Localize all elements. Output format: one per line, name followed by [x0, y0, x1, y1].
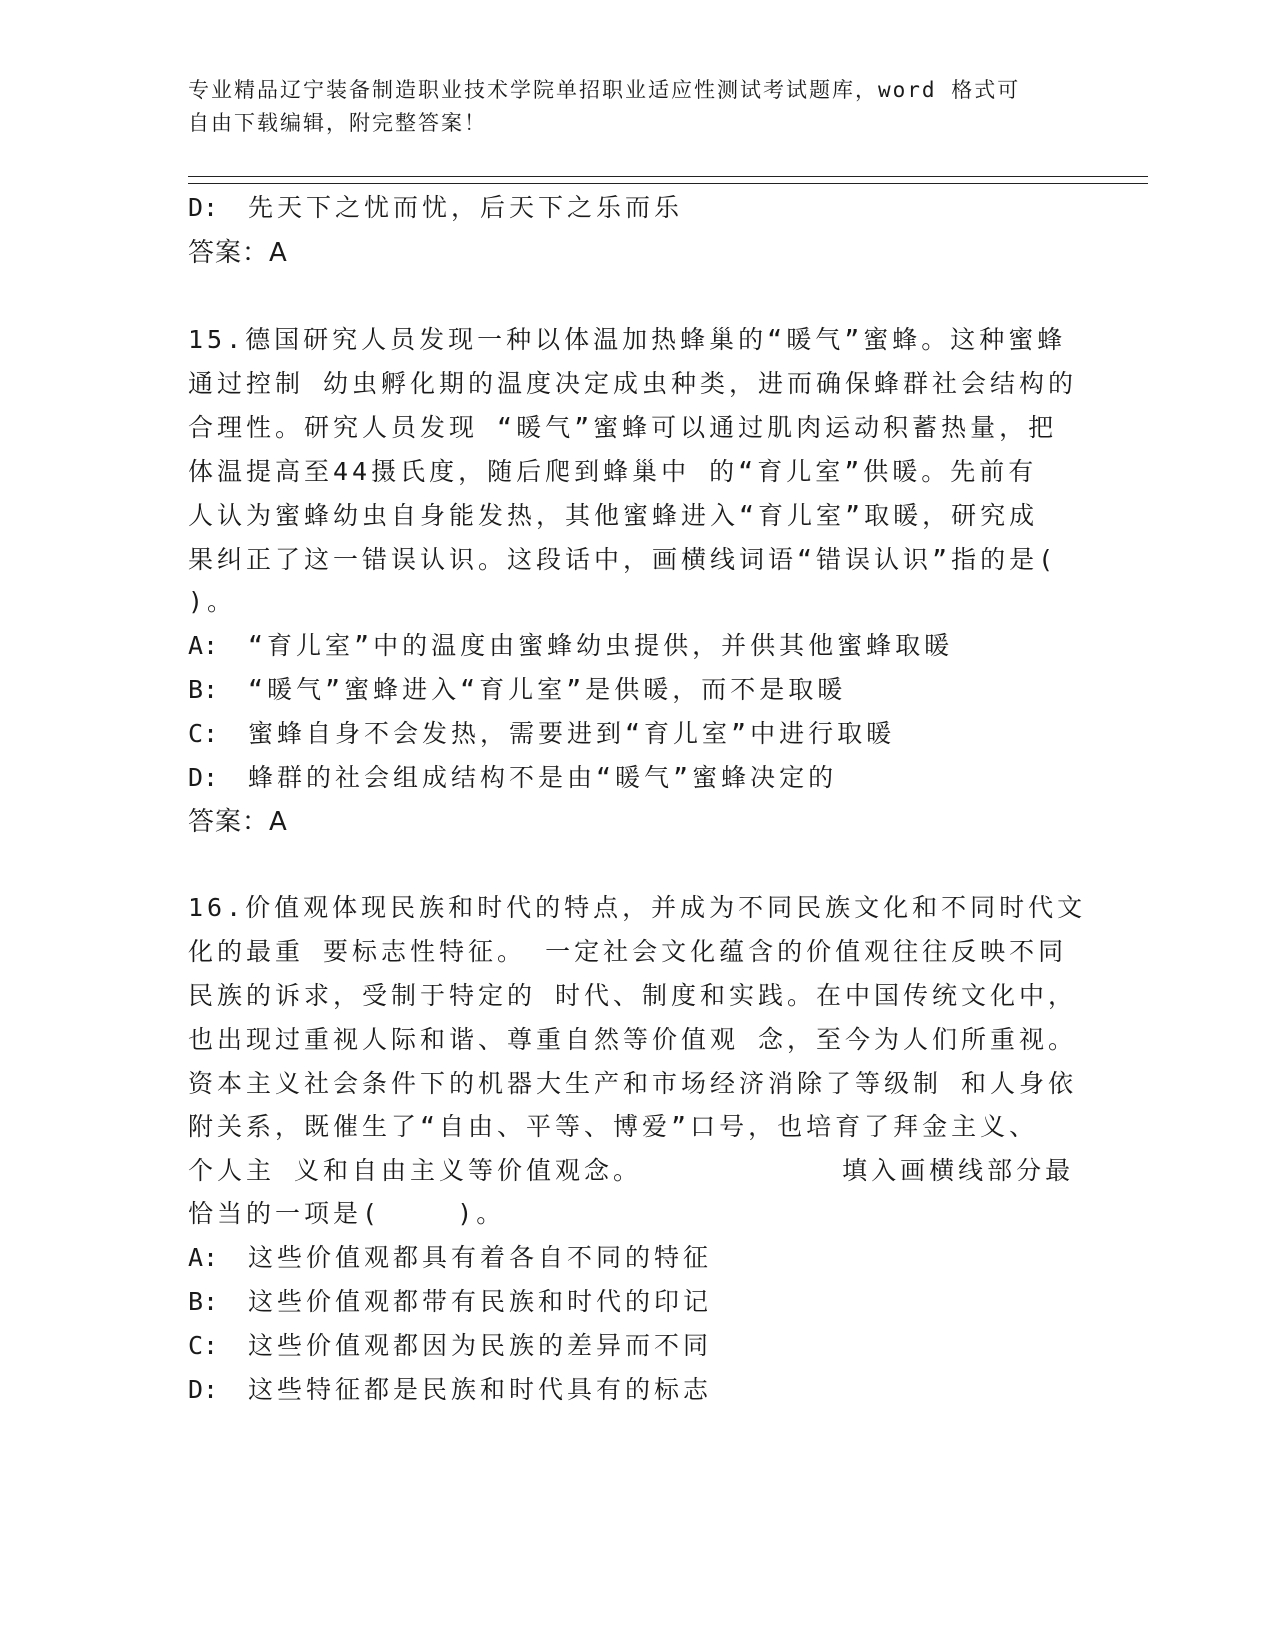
option-text: 蜂群的社会组成结构不是由“暖气”蜜蜂决定的 — [248, 763, 838, 792]
option-text: 这些特征都是民族和时代具有的标志 — [248, 1375, 713, 1404]
q15-option-c — [188, 718, 895, 750]
q16-text-line: 恰当的一项是( )。 — [188, 1199, 506, 1228]
option-text: 这些价值观都具有着各自不同的特征 — [248, 1243, 713, 1272]
q16-option-c — [188, 1330, 712, 1362]
option-key: B: — [188, 1287, 219, 1316]
option-text: “暖气”蜜蜂进入“育儿室”是供暖，而不是取暖 — [248, 675, 847, 704]
q15-text-line: 人认为蜜蜂幼虫自身能发热，其他蜜蜂进入“育儿室”取暖，研究成 — [188, 501, 1039, 530]
q16-text-line: 也出现过重视人际和谐、尊重自然等价值观 念，至今为人们所重视。 — [188, 1025, 1078, 1054]
option-key: D: — [188, 193, 219, 222]
q16-line7-end: 填入画横线部分最 — [842, 1156, 1075, 1185]
option-text: 蜜蜂自身不会发热，需要进到“育儿室”中进行取暖 — [248, 719, 896, 748]
option-key: C: — [188, 719, 219, 748]
q16-text-line — [188, 1155, 1074, 1187]
q16-text-line: 16.价值观体现民族和时代的特点，并成为不同民族文化和不同时代文 — [188, 893, 1087, 922]
q16-text-line: 附关系，既催生了“自由、平等、博爱”口号，也培育了拜金主义、 — [188, 1112, 1039, 1141]
q15-answer: 答案：A — [188, 807, 288, 837]
option-text: “育儿室”中的温度由蜜蜂幼虫提供，并供其他蜜蜂取暖 — [248, 631, 954, 660]
q16-line7-start: 个人主 义和自由主义等价值观念。 — [188, 1156, 643, 1185]
q16-option-d — [188, 1374, 712, 1406]
option-key: C: — [188, 1331, 219, 1360]
header-line-2: 自由下载编辑，附完整答案！ — [188, 111, 487, 135]
option-text: 先天下之忧而忧，后天下之乐而乐 — [248, 193, 684, 222]
q16-text-line: 资本主义社会条件下的机器大生产和市场经济消除了等级制 和人身依 — [188, 1069, 1078, 1098]
header-line-1: 专业精品辽宁装备制造职业技术学院单招职业适应性测试考试题库，word 格式可 — [188, 78, 1021, 102]
q16-text-line: 化的最重 要标志性特征。 一定社会文化蕴含的价值观往往反映不同 — [188, 937, 1068, 966]
option-key: D: — [188, 1375, 219, 1404]
q15-text-line: 合理性。研究人员发现 “暖气”蜜蜂可以通过肌肉运动积蓄热量，把 — [188, 413, 1058, 442]
option-text: 这些价值观都带有民族和时代的印记 — [248, 1287, 713, 1316]
q16-text-line: 民族的诉求，受制于特定的 时代、制度和实践。在中国传统文化中， — [188, 981, 1078, 1010]
header-rule-bottom — [188, 183, 1148, 184]
q14-answer: 答案：A — [188, 238, 288, 268]
q15-text-line: 体温提高至44摄氏度，随后爬到蜂巢中 的“育儿室”供暖。先前有 — [188, 457, 1038, 486]
option-key: D: — [188, 763, 219, 792]
q15-text-line: )。 — [188, 587, 237, 616]
option-key: A: — [188, 631, 219, 660]
q15-option-b — [188, 674, 846, 706]
option-text: 这些价值观都因为民族的差异而不同 — [248, 1331, 713, 1360]
q16-option-a — [188, 1242, 712, 1274]
q15-option-a — [188, 630, 953, 662]
q15-text-line: 通过控制 幼虫孵化期的温度决定成虫种类，进而确保蜂群社会结构的 — [188, 369, 1078, 398]
option-key: B: — [188, 675, 219, 704]
q15-option-d — [188, 762, 837, 794]
option-key: A: — [188, 1243, 219, 1272]
q15-text-line: 15.德国研究人员发现一种以体温加热蜂巢的“暖气”蜜蜂。这种蜜蜂 — [188, 325, 1067, 354]
q14-option-d — [188, 192, 683, 224]
page-header — [188, 74, 1068, 140]
header-rule-top — [188, 176, 1148, 177]
q16-option-b — [188, 1286, 712, 1318]
q15-text-line: 果纠正了这一错误认识。这段话中，画横线词语“错误认识”指的是( — [188, 545, 1058, 574]
